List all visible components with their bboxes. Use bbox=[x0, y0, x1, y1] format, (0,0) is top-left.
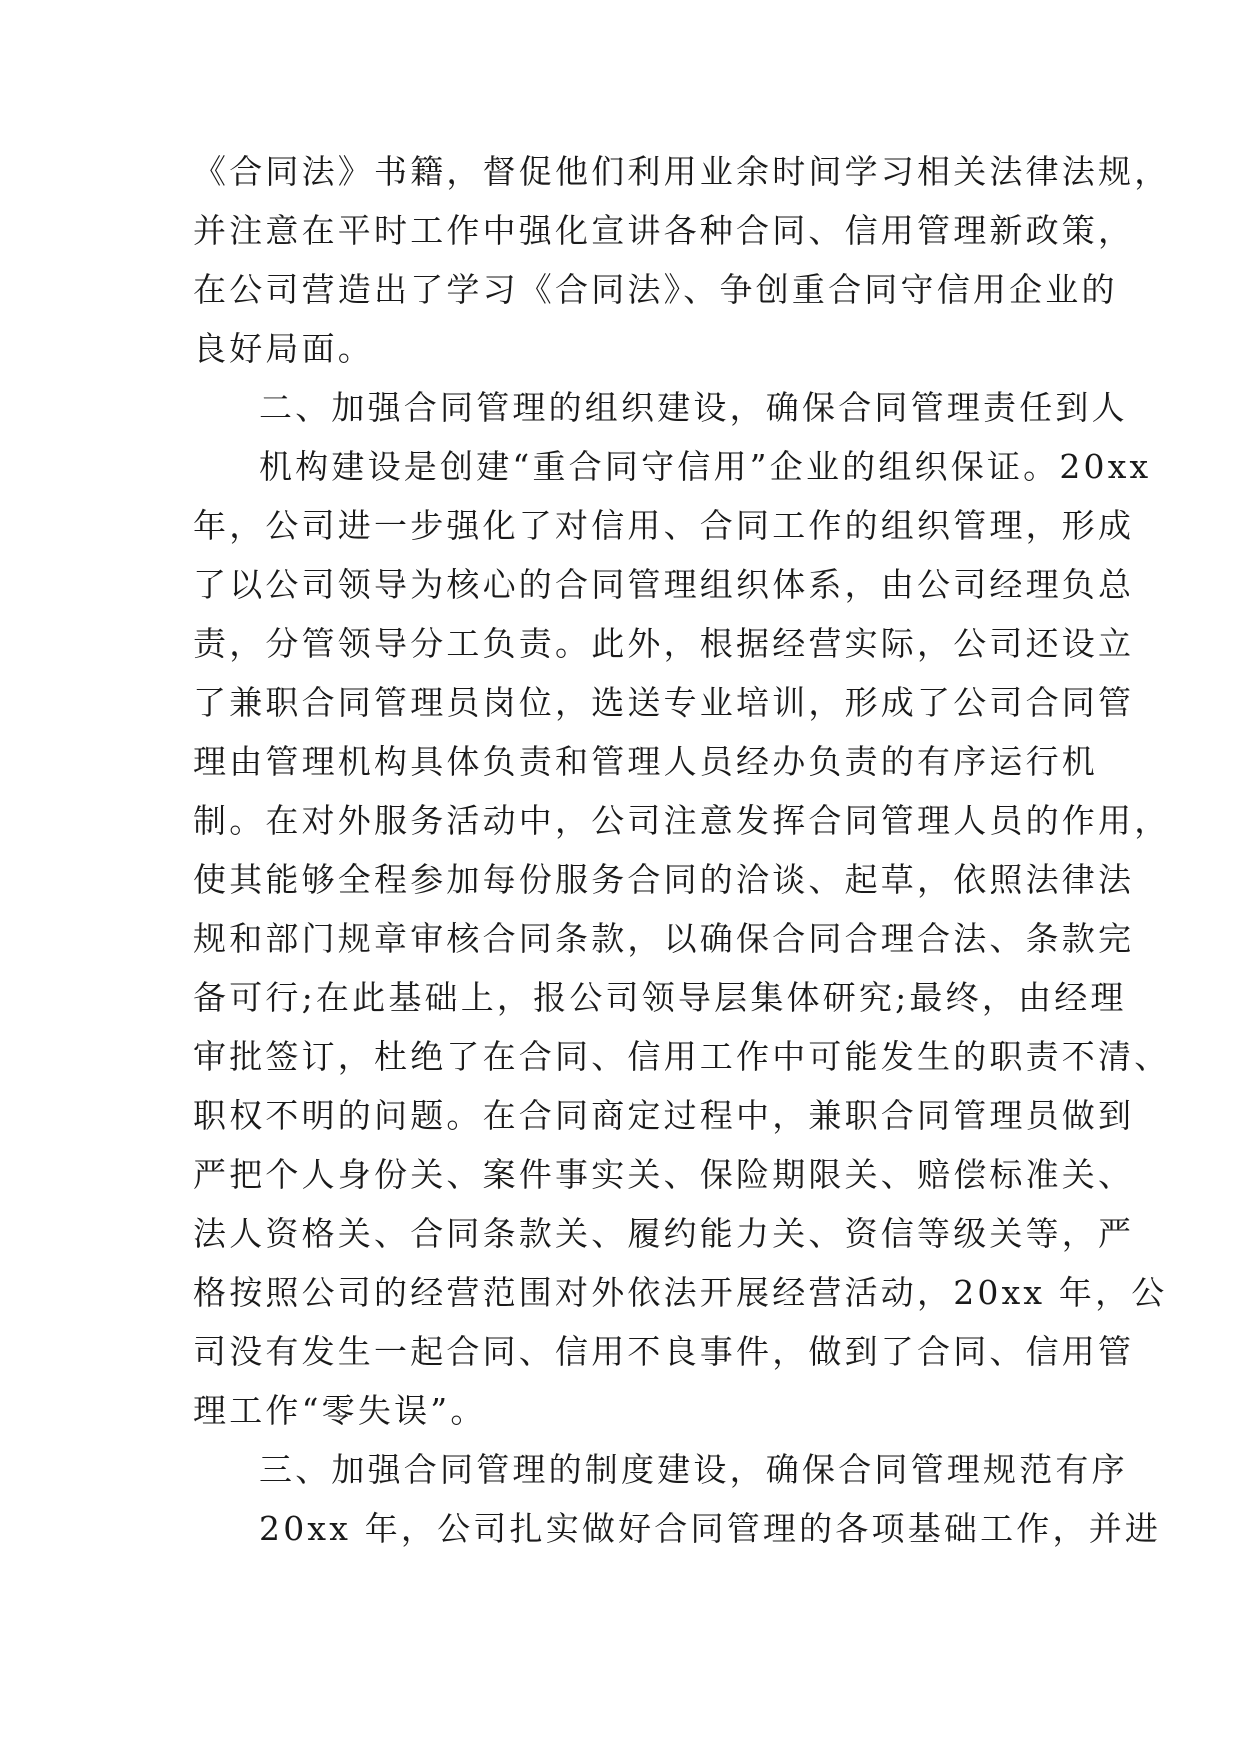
text-line: 格按照公司的经营范围对外依法开展经营活动，20xx 年，公 bbox=[193, 1273, 1168, 1312]
text-line: 制。在对外服务活动中，公司注意发挥合同管理人员的作用， bbox=[193, 801, 1171, 840]
text-line: 了兼职合同管理员岗位，选送专业培训，形成了公司合同管 bbox=[193, 683, 1135, 722]
text-line: 年，公司进一步强化了对信用、合同工作的组织管理，形成 bbox=[193, 506, 1135, 545]
text-line: 使其能够全程参加每份服务合同的洽谈、起草，依照法律法 bbox=[193, 860, 1135, 899]
text-line: 理工作“零失误”。 bbox=[193, 1391, 487, 1430]
text-line: 并注意在平时工作中强化宣讲各种合同、信用管理新政策， bbox=[193, 211, 1135, 250]
section-heading: 二、加强合同管理的组织建设，确保合同管理责任到人 bbox=[259, 388, 1128, 427]
text-line: 规和部门规章审核合同条款，以确保合同合理合法、条款完 bbox=[193, 919, 1135, 958]
text-line: 备可行;在此基础上，报公司领导层集体研究;最终，由经理 bbox=[193, 978, 1127, 1017]
text-line: 理由管理机构具体负责和管理人员经办负责的有序运行机 bbox=[193, 742, 1098, 781]
text-line: 在公司营造出了学习《合同法》、争创重合同守信用企业的 bbox=[193, 270, 1118, 309]
text-line: 良好局面。 bbox=[193, 329, 374, 368]
text-line: 《合同法》书籍，督促他们利用业余时间学习相关法律法规， bbox=[193, 152, 1171, 191]
document-body bbox=[193, 142, 1171, 1558]
text-line: 了以公司领导为核心的合同管理组织体系，由公司经理负总 bbox=[193, 565, 1135, 604]
text-line: 法人资格关、合同条款关、履约能力关、资信等级关等，严 bbox=[193, 1214, 1135, 1253]
section-heading: 三、加强合同管理的制度建设，确保合同管理规范有序 bbox=[259, 1450, 1128, 1489]
text-line: 责，分管领导分工负责。此外，根据经营实际，公司还设立 bbox=[193, 624, 1135, 663]
text-line: 严把个人身份关、案件事实关、保险期限关、赔偿标准关、 bbox=[193, 1155, 1135, 1194]
paragraph-start-line: 20xx 年，公司扎实做好合同管理的各项基础工作，并进 bbox=[259, 1509, 1162, 1548]
text-line: 审批签订，杜绝了在合同、信用工作中可能发生的职责不清、 bbox=[193, 1037, 1171, 1076]
text-line: 职权不明的问题。在合同商定过程中，兼职合同管理员做到 bbox=[193, 1096, 1135, 1135]
paragraph-start-line: 机构建设是创建“重合同守信用”企业的组织保证。20xx bbox=[259, 447, 1152, 486]
text-line: 司没有发生一起合同、信用不良事件，做到了合同、信用管 bbox=[193, 1332, 1135, 1371]
